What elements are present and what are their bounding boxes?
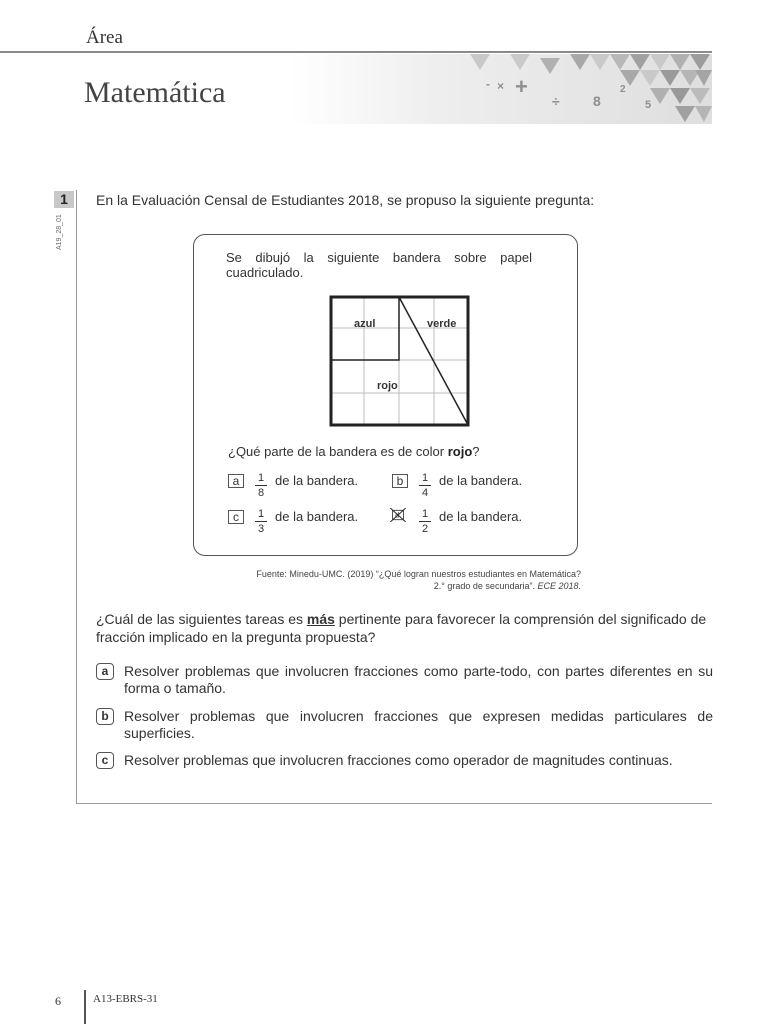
decorative-math-banner	[290, 54, 712, 124]
question-code: A19_28_01	[56, 214, 63, 250]
question-prompt: ¿Cuál de las siguientes tareas es más pertinente para favorecer la comprensión del significado de fracción implicado en la pregunta propuesta?	[96, 611, 707, 645]
answer-text: Resolver problemas que involucren fracciones que expresen medidas particulares de superficies.	[124, 708, 713, 741]
source-line-1: Fuente: Minedu-UMC. (2019) “¿Qué logran nuestros estudiantes en Matemática?	[256, 569, 581, 579]
fraction: 1 2	[419, 508, 431, 535]
answer-option-c[interactable]	[96, 752, 713, 769]
svg-text:5: 5	[645, 99, 652, 111]
page-number: 6	[55, 994, 61, 1008]
question-frame-bottom	[76, 803, 712, 804]
fraction: 1 3	[255, 508, 267, 535]
item-question-prefix: ¿Qué parte de la bandera es de color	[228, 444, 448, 459]
question-number: 1	[54, 191, 74, 208]
item-option-b[interactable]	[392, 472, 552, 502]
footer-code: A13-EBRS-31	[93, 993, 158, 1005]
item-question-suffix: ?	[472, 444, 480, 459]
option-text: de la bandera.	[439, 473, 523, 488]
answer-option-a[interactable]	[96, 663, 713, 697]
source-line-2: 2.° grado de secundaria”. ECE 2018.	[433, 581, 581, 591]
item-option-c[interactable]	[228, 508, 388, 538]
flag-label-verde: verde	[427, 318, 457, 330]
option-text: de la bandera.	[275, 509, 359, 524]
svg-text:×: ×	[497, 79, 505, 93]
footer-divider	[84, 990, 86, 1024]
item-option-a[interactable]	[228, 472, 388, 502]
answer-text: Resolver problemas que involucren fracciones como parte-todo, con partes diferentes en su forma o tamaño.	[124, 663, 713, 696]
svg-text:2: 2	[620, 84, 626, 95]
marked-checkbox-icon	[390, 508, 406, 522]
svg-text:d: d	[395, 512, 400, 520]
answer-letter-badge: b	[96, 708, 114, 725]
prompt-emphasis: más	[306, 611, 335, 627]
item-option-d[interactable]	[392, 508, 552, 538]
question-frame-left	[76, 190, 77, 804]
question-intro: En la Evaluación Censal de Estudiantes 2018, se propuso la siguiente pregunta:	[96, 192, 595, 208]
answer-option-b[interactable]	[96, 708, 713, 742]
fraction: 1 4	[419, 472, 431, 499]
item-statement: Se dibujó la siguiente bandera sobre papel cuadriculado.	[226, 250, 532, 280]
option-letter-box: a	[228, 474, 244, 488]
flag-label-rojo: rojo	[377, 380, 398, 392]
header-rule	[0, 51, 712, 53]
option-text: de la bandera.	[275, 473, 359, 488]
answer-text: Resolver problemas que involucren fracciones como operador de magnitudes continuas.	[124, 752, 673, 768]
option-letter-box: b	[392, 474, 408, 488]
svg-text:+: +	[515, 74, 528, 99]
option-letter-box: c	[228, 510, 244, 524]
item-question-bold: rojo	[447, 444, 473, 459]
svg-text:8: 8	[593, 93, 601, 109]
area-label: Área	[86, 27, 123, 48]
source-citation	[150, 568, 581, 592]
flag-label-azul: azul	[354, 318, 376, 330]
fraction: 1 8	[255, 472, 267, 499]
answer-letter-badge: c	[96, 752, 114, 769]
svg-text:÷: ÷	[552, 93, 560, 109]
svg-text:-: -	[486, 77, 490, 91]
subject-title: Matemática	[84, 76, 226, 109]
option-text: de la bandera.	[439, 509, 523, 524]
flag-figure	[329, 295, 470, 427]
answer-letter-badge: a	[96, 663, 114, 680]
triangle-pattern-icon	[290, 54, 712, 124]
item-question	[228, 444, 480, 459]
